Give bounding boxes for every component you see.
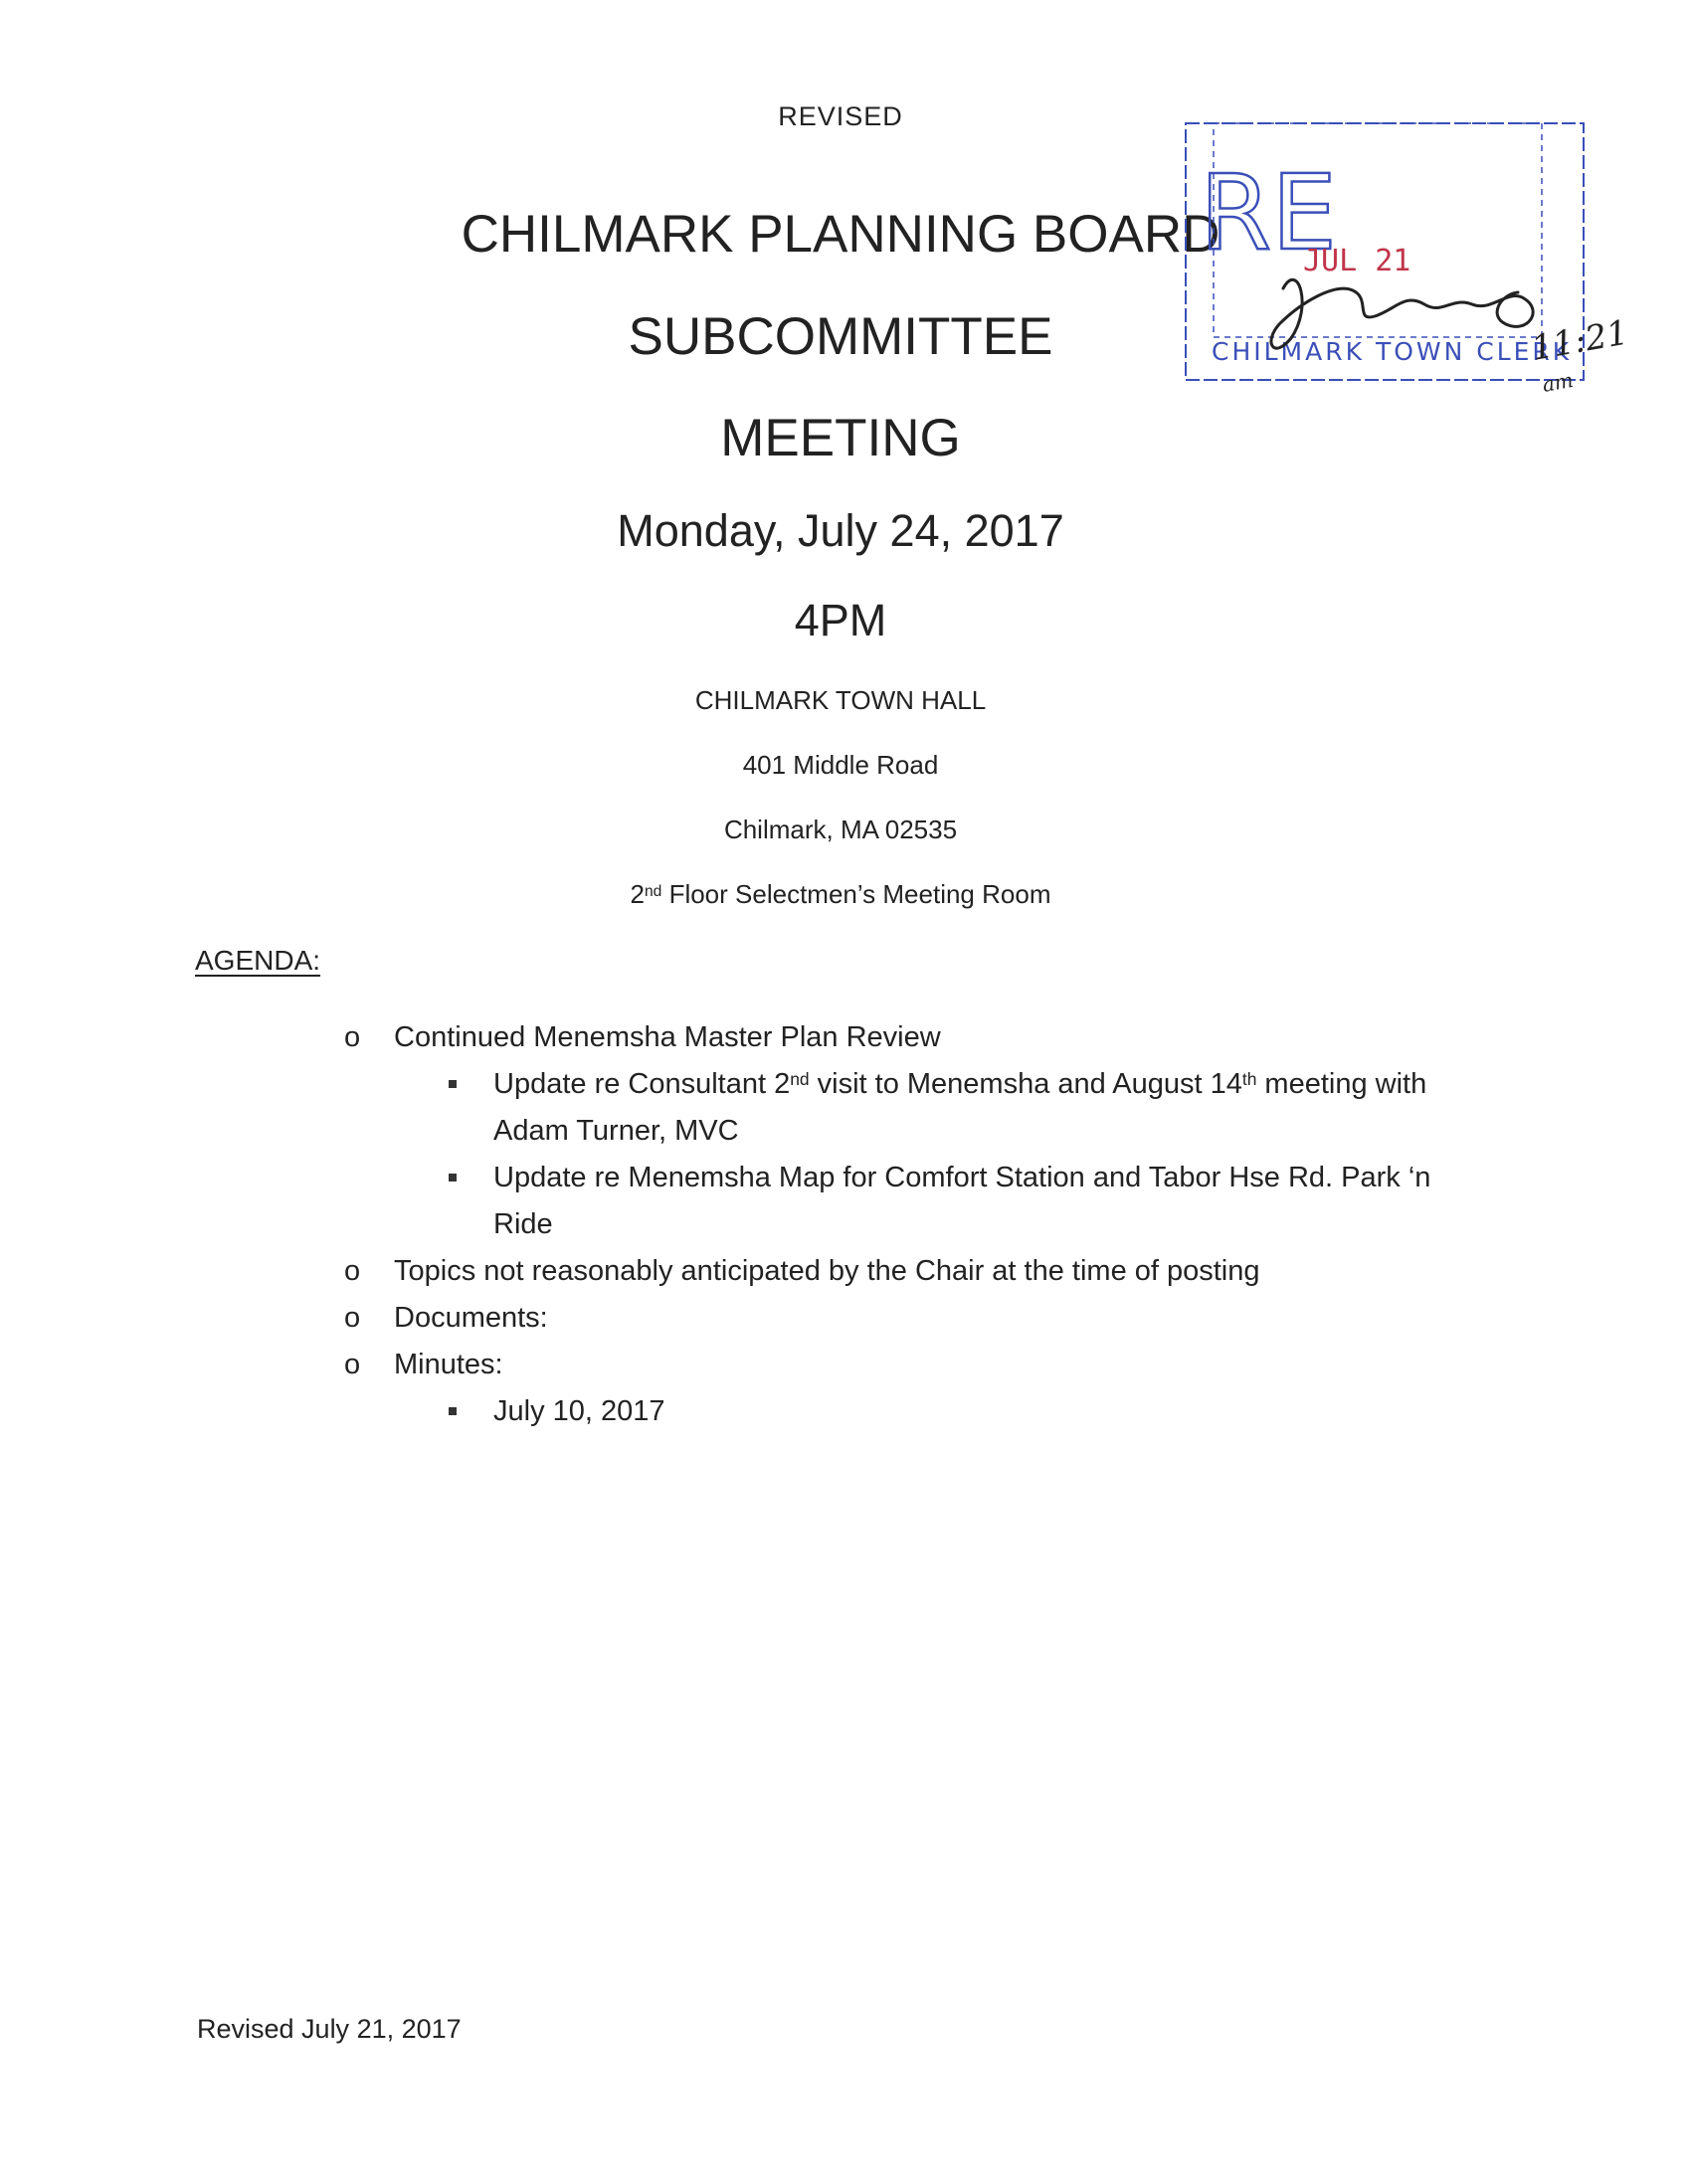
agenda-item bbox=[0, 1248, 1691, 1295]
agenda-item-label: Continued Menemsha Master Plan Review bbox=[394, 1021, 941, 1053]
stamp-date: JUL 21 bbox=[1303, 244, 1411, 278]
meeting-time: 4PM bbox=[794, 595, 887, 645]
agenda-heading: AGENDA: bbox=[195, 945, 321, 976]
subitem-text: Update re Menemsha Map for Comfort Station and Tabor Hse Rd. Park ‘n Ride bbox=[493, 1162, 1431, 1240]
floor-number: 2 bbox=[630, 879, 645, 909]
stamp-letters: RE bbox=[1200, 152, 1337, 273]
received-stamp bbox=[1174, 111, 1632, 430]
circle-bullet-icon: o bbox=[344, 1255, 361, 1287]
agenda-item bbox=[0, 1342, 1691, 1435]
agenda-list bbox=[0, 1014, 1691, 1435]
title-line-1: CHILMARK PLANNING BOARD bbox=[461, 205, 1221, 264]
agenda-item-label: Minutes: bbox=[394, 1349, 503, 1380]
subitem-text-part: visit to Menemsha and August 14 bbox=[809, 1068, 1242, 1100]
city-state-zip: Chilmark, MA 02535 bbox=[723, 815, 958, 844]
agenda-item bbox=[0, 1295, 1691, 1342]
agenda-sublist bbox=[394, 1061, 1691, 1248]
stamp-ampm: am bbox=[1540, 367, 1576, 397]
ordinal-suffix: nd bbox=[790, 1069, 810, 1090]
floor-ordinal-suffix: nd bbox=[644, 882, 662, 900]
agenda-item-label: Topics not reasonably anticipated by the Chair at the time of posting bbox=[394, 1255, 1260, 1287]
title-line-3: MEETING bbox=[720, 409, 961, 467]
circle-bullet-icon: o bbox=[344, 1349, 361, 1380]
subitem-text: July 10, 2017 bbox=[493, 1395, 665, 1427]
venue-name: CHILMARK TOWN HALL bbox=[694, 685, 987, 715]
agenda-item bbox=[0, 1014, 1691, 1248]
subitem-text-part: meeting with Adam Turner, MVC bbox=[493, 1068, 1427, 1147]
square-bullet-icon bbox=[449, 1407, 457, 1415]
ordinal-suffix: th bbox=[1241, 1069, 1257, 1090]
subitem-text-part: Update re Consultant 2 bbox=[493, 1068, 791, 1100]
stamp-time: 11:21 bbox=[1528, 312, 1632, 369]
revised-footer-note: Revised July 21, 2017 bbox=[197, 2014, 462, 2044]
agenda-subitem bbox=[493, 1061, 1488, 1155]
title-line-2: SUBCOMMITTEE bbox=[628, 307, 1053, 366]
agenda-item-label: Documents: bbox=[394, 1302, 548, 1334]
square-bullet-icon bbox=[449, 1080, 457, 1088]
circle-bullet-icon: o bbox=[344, 1302, 361, 1334]
square-bullet-icon bbox=[449, 1174, 457, 1182]
revised-label: REVISED bbox=[778, 101, 903, 131]
agenda-sublist bbox=[394, 1388, 1691, 1435]
room-name: Floor Selectmen’s Meeting Room bbox=[661, 879, 1051, 909]
agenda-subitem bbox=[493, 1155, 1488, 1248]
agenda-subitem bbox=[493, 1388, 1488, 1435]
meeting-room bbox=[0, 879, 1681, 910]
street-address: 401 Middle Road bbox=[742, 750, 939, 780]
stamp-town: CHILMARK TOWN CLERK bbox=[1212, 337, 1573, 366]
meeting-date: Monday, July 24, 2017 bbox=[617, 505, 1064, 556]
circle-bullet-icon: o bbox=[344, 1021, 361, 1053]
